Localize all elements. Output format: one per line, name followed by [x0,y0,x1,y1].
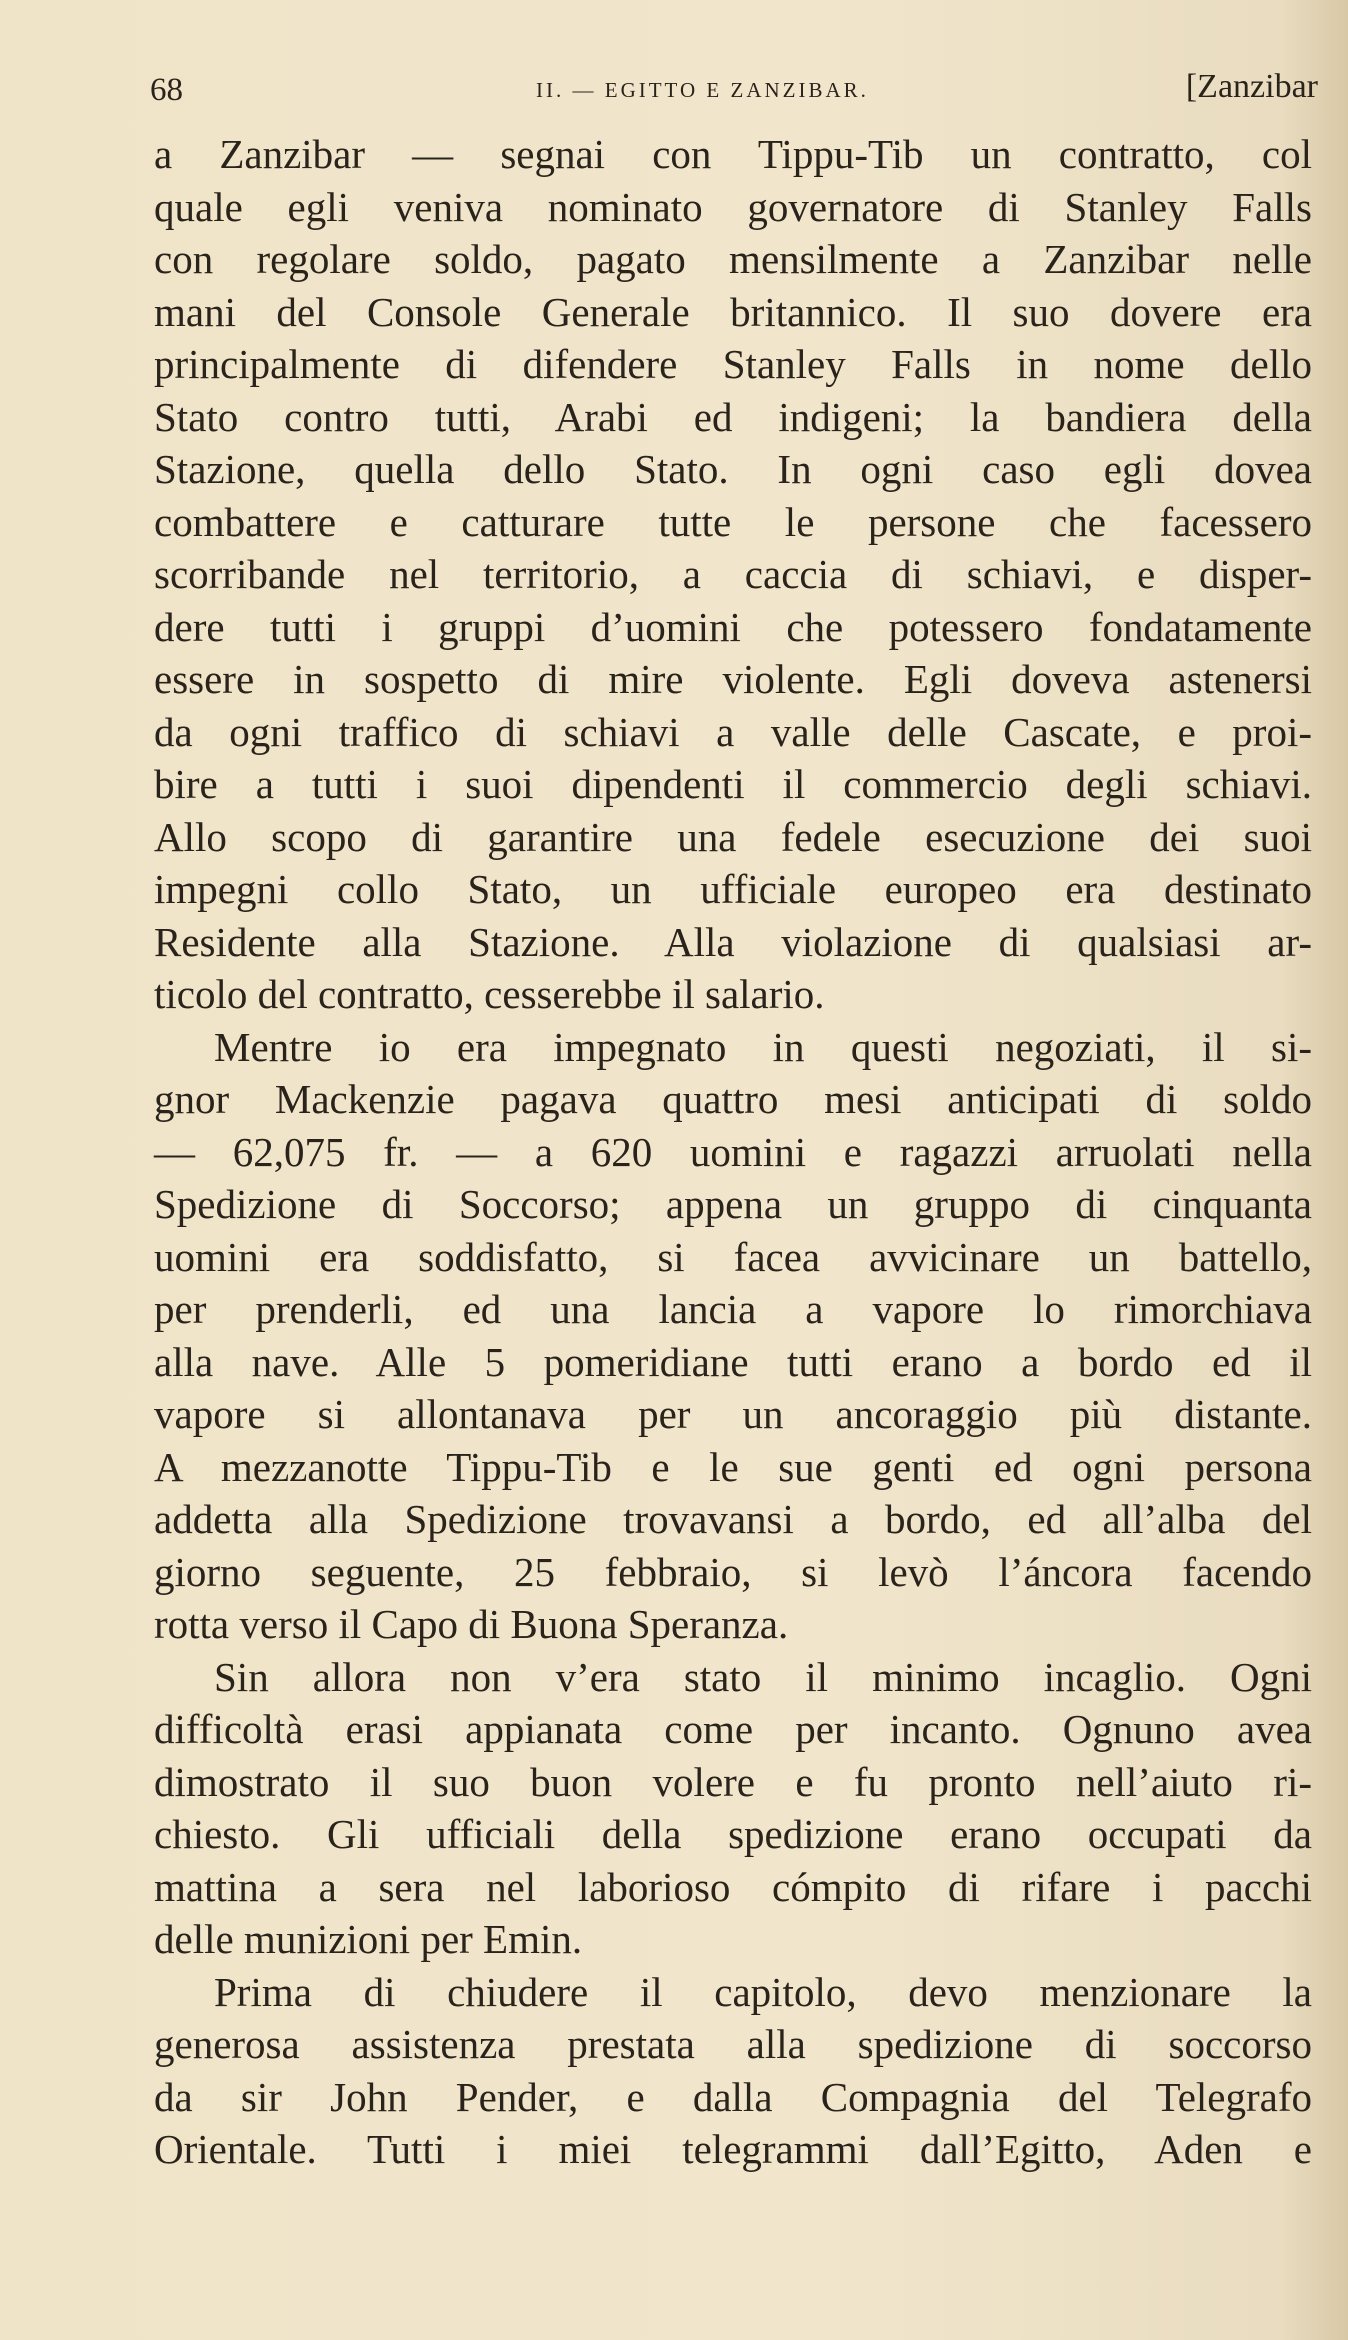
text-line: Stato contro tutti, Arabi ed indigeni; la bandiera della [154,393,1312,440]
text-line: Orientale. Tutti i miei telegrammi dall’Egitto, Aden e [154,2126,1312,2172]
text-line: Sin allora non v’era stato il minimo incaglio. Ogni [214,1653,1312,1700]
text-line: A mezzanotte Tippu-Tib e le sue genti ed ogni persona [154,1443,1312,1490]
text-line: mattina a sera nel laborioso cómpito di rifare i pacchi [154,1863,1312,1910]
text-line: chiesto. Gli ufficiali della spedizione erano occupati da [154,1811,1312,1857]
text-line: essere in sospetto di mire violente. Egli doveva astenersi [154,656,1312,702]
text-line: Residente alla Stazione. Alla violazione di qualsiasi ar- [154,918,1312,965]
text-line: principalmente di difendere Stanley Falls in nome dello [154,341,1312,387]
text-line: Allo scopo di garantire una fedele esecuzione dei suoi [154,813,1312,860]
text-line: vapore si allontanava per un ancoraggio più distante. [154,1391,1312,1437]
text-line: quale egli veniva nominato governatore di Stanley Falls [154,183,1312,230]
text-line: scorribande nel territorio, a caccia di schiavi, e disper- [154,551,1312,597]
text-line: con regolare soldo, pagato mensilmente a Zanzibar nelle [154,236,1312,282]
text-line: a Zanzibar — segnai con Tippu-Tib un contratto, col [154,131,1312,177]
text-line: alla nave. Alle 5 pomeridiane tutti erano a bordo ed il [154,1338,1312,1385]
text-line: ticolo del contratto, cesserebbe il salario. [154,971,825,1017]
text-line: per prenderli, ed una lancia a vapore lo rimorchiava [154,1286,1312,1332]
text-line: generosa assistenza prestata alla spedizione di soccorso [154,2021,1312,2067]
body-text [154,128,1312,2176]
text-line: addetta alla Spedizione trovavansi a bordo, ed all’alba del [154,1496,1312,1542]
text-line: combattere e catturare tutte le persone che facessero [154,498,1312,545]
page-number: 68 [150,72,183,108]
text-line: — 62,075 fr. — a 620 uomini e ragazzi arruolati nella [154,1128,1312,1175]
text-line: Prima di chiudere il capitolo, devo menzionare la [214,1968,1312,2015]
text-line: uomini era soddisfatto, si facea avvicinare un battello, [154,1233,1312,1280]
text-line: mani del Console Generale britannico. Il suo dovere era [154,288,1312,335]
text-line: Stazione, quella dello Stato. In ogni caso egli dovea [154,446,1312,492]
text-line: impegni collo Stato, un ufficiale europeo era destinato [154,866,1312,912]
section-tag: [Zanzibar [1185,68,1318,105]
text-line: rotta verso il Capo di Buona Speranza. [154,1601,789,1647]
text-line: gnor Mackenzie pagava quattro mesi anticipati di soldo [154,1076,1312,1122]
text-line: Mentre io era impegnato in questi negoziati, il si- [214,1023,1312,1070]
text-line: Spedizione di Soccorso; appena un gruppo di cinquanta [154,1181,1312,1227]
page-header [148,62,1318,122]
text-line: dimostrato il suo buon volere e fu pronto nell’aiuto ri- [154,1758,1312,1805]
text-line: da sir John Pender, e dalla Compagnia del Telegrafo [154,2073,1312,2120]
running-title: II. — EGITTO E ZANZIBAR. [536,78,869,102]
text-line: difficoltà erasi appianata come per incanto. Ognuno avea [154,1706,1312,1752]
text-line: da ogni traffico di schiavi a valle delle Cascate, e proi- [154,708,1312,755]
text-line: bire a tutti i suoi dipendenti il commercio degli schiavi. [154,761,1312,807]
text-line: dere tutti i gruppi d’uomini che potessero fondatamente [154,603,1312,650]
text-line: delle munizioni per Emin. [154,1916,583,1962]
text-line: giorno seguente, 25 febbraio, si levò l’áncora facendo [154,1548,1312,1595]
